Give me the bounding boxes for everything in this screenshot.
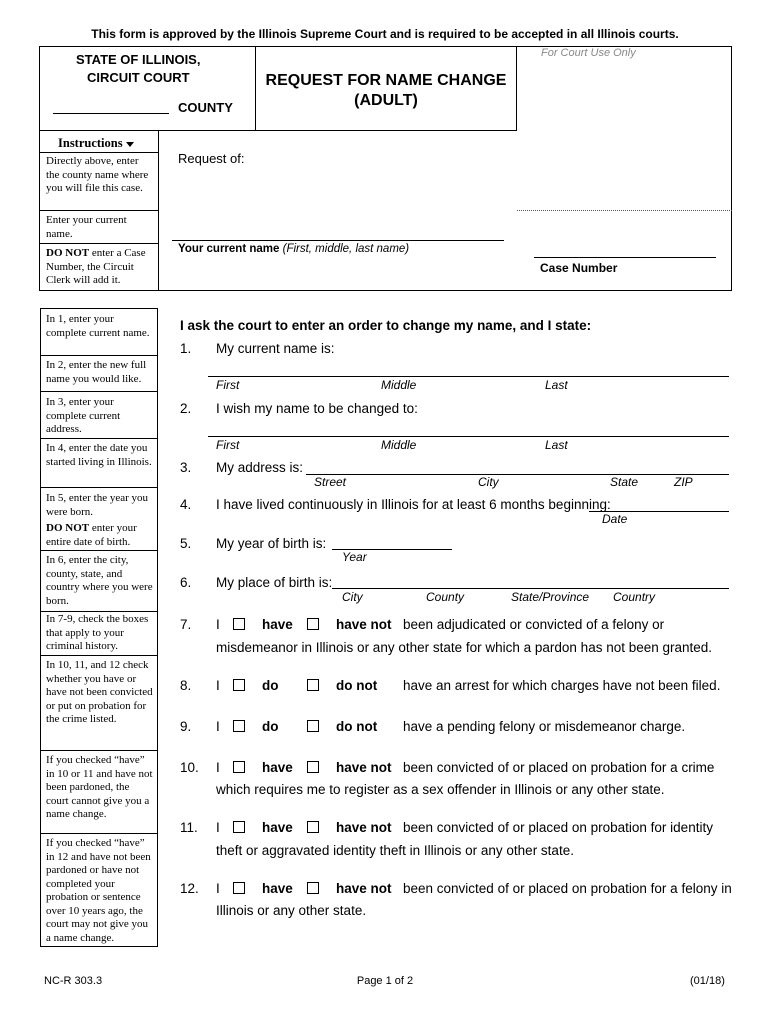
q7-i: I <box>216 617 220 632</box>
current-name-input[interactable] <box>172 223 504 241</box>
q9-do-not-label: do not <box>336 719 378 734</box>
do-not-rest: enter your <box>89 522 137 534</box>
q7-number: 7. <box>180 617 192 632</box>
q12-have-label: have <box>262 881 293 896</box>
q7-text-1: been adjudicated or convicted of a felony or <box>403 617 665 632</box>
q9-text-1: have a pending felony or misdemeanor charge. <box>403 719 686 734</box>
q2-last-label: Last <box>545 438 568 452</box>
q9-do-label: do <box>262 719 279 734</box>
instr-rule <box>40 487 158 488</box>
do-not-emphasis: DO NOT <box>46 247 90 259</box>
q8-i: I <box>216 678 220 693</box>
current-name-caption <box>178 243 409 255</box>
q11-text-1: been convicted of or placed on probation for identity <box>403 820 713 835</box>
instr-rule <box>40 210 158 211</box>
q1-last-label: Last <box>545 378 568 392</box>
do-not-rest: enter a Case <box>89 247 146 259</box>
instruction-q6: In 6, enter the city, county, state, and country where you were born. <box>46 554 153 607</box>
case-number-label: Case Number <box>540 261 618 275</box>
q8-do-not-checkbox[interactable] <box>307 679 319 691</box>
q10-have-not-checkbox[interactable] <box>307 761 319 773</box>
q11-have-not-checkbox[interactable] <box>307 821 319 833</box>
address-input[interactable] <box>306 458 729 475</box>
birth-state-label: State/Province <box>511 590 590 604</box>
case-number-instruction-rest: Number, the Circuit Clerk will add it. <box>46 260 134 286</box>
q11-have-checkbox[interactable] <box>233 821 245 833</box>
q7-have-checkbox[interactable] <box>233 618 245 630</box>
city-label: City <box>478 475 499 489</box>
court-label: CIRCUIT COURT <box>87 70 190 85</box>
q8-number: 8. <box>180 678 192 693</box>
birth-country-label: Country <box>613 590 656 604</box>
q2-number: 2. <box>180 401 192 416</box>
state-label: STATE OF ILLINOIS, <box>76 52 201 67</box>
case-number-input[interactable] <box>534 240 716 258</box>
header-bottom-rule <box>39 130 517 131</box>
q11-number: 11. <box>180 820 198 835</box>
county-label: COUNTY <box>178 100 233 115</box>
instr-rule <box>40 152 158 153</box>
birth-county-label: County <box>426 590 465 604</box>
birthplace-input[interactable] <box>332 572 729 589</box>
q11-text-2: theft or aggravated identity theft in Illinois or any other state. <box>216 843 574 858</box>
q10-have-not-label: have not <box>336 760 392 775</box>
q7-have-not-checkbox[interactable] <box>307 618 319 630</box>
q10-text-1: been convicted of or placed on probation for a crime <box>403 760 715 775</box>
form-subtitle: (ADULT) <box>354 92 418 109</box>
current-name-label: Your current name <box>178 243 280 255</box>
q6-number: 6. <box>180 575 192 590</box>
q7-text-2: misdemeanor in Illinois or any other state for which a pardon has not been granted. <box>216 640 713 655</box>
birth-city-label: City <box>342 590 363 604</box>
q12-text-2: Illinois or any other state. <box>216 903 367 918</box>
instr-rule <box>40 611 158 612</box>
request-of-label: Request of: <box>178 151 245 166</box>
q12-i: I <box>216 881 220 896</box>
q2-text: I wish my name to be changed to: <box>216 401 418 416</box>
q12-have-checkbox[interactable] <box>233 882 245 894</box>
instructions-column-rule <box>158 130 159 291</box>
instr-rule <box>40 550 158 551</box>
q7-have-label: have <box>262 617 293 632</box>
current-name-full-input[interactable] <box>208 360 729 377</box>
instr-rule <box>40 655 158 656</box>
instr-rule <box>40 438 158 439</box>
court-use-label: For Court Use Only <box>541 47 636 59</box>
page-number: Page 1 of 2 <box>356 975 414 987</box>
q11-have-label: have <box>262 820 293 835</box>
instr-rule <box>40 355 158 356</box>
instr-rule <box>40 833 158 834</box>
q10-have-checkbox[interactable] <box>233 761 245 773</box>
state-label-address: State <box>610 475 639 489</box>
q1-first-label: First <box>216 378 240 392</box>
instruction-current-name: Enter your current name. <box>46 214 127 240</box>
instruction-case-number <box>46 247 154 288</box>
instructions-heading <box>58 136 134 151</box>
q2-middle-label: Middle <box>381 438 417 452</box>
q5-number: 5. <box>180 536 192 551</box>
instruction-q7-9: In 7-9, check the boxes that apply to your criminal history. <box>46 613 149 652</box>
form-title: REQUEST FOR NAME CHANGE <box>265 72 507 89</box>
q8-text-1: have an arrest for which charges have not been filed. <box>403 678 721 693</box>
instructions-heading-text: Instructions <box>58 136 123 150</box>
q1-middle-label: Middle <box>381 378 417 392</box>
birth-year-input[interactable] <box>332 533 452 550</box>
instruction-have-10-11: If you checked “have” in 10 or 11 and have not been pardoned, the court cannot give you a name change. <box>46 754 153 820</box>
q3-text: My address is: <box>216 460 304 475</box>
do-not-emphasis: DO NOT <box>46 522 90 534</box>
q9-i: I <box>216 719 220 734</box>
q10-number: 10. <box>180 760 199 775</box>
instruction-q2: In 2, enter the new full name you would like. <box>46 359 147 385</box>
instruction-q5-rest: entire date of birth. <box>46 535 131 548</box>
q7-have-not-label: have not <box>336 617 392 632</box>
instruction-have-12: If you checked “have” in 12 and have not been pardoned or have not completed your probation or sentence over 10 years ago, the court may not give you a name change. <box>46 837 151 944</box>
q11-i: I <box>216 820 220 835</box>
q9-number: 9. <box>180 719 192 734</box>
q12-have-not-checkbox[interactable] <box>307 882 319 894</box>
instruction-q5-text: In 5, enter the year you were born. <box>46 492 149 518</box>
instruction-q4: In 4, enter the date you started living in Illinois. <box>46 442 152 468</box>
q5-text: My year of birth is: <box>216 536 327 551</box>
q9-do-checkbox[interactable] <box>233 720 245 732</box>
instruction-county: Directly above, enter the county name where you will file this case. <box>46 155 149 194</box>
residency-date-input[interactable] <box>589 495 729 512</box>
instruction-q10-12: In 10, 11, and 12 check whether you have or have not been convicted or put on probation for the crime listed. <box>46 659 153 725</box>
q8-do-label: do <box>262 678 279 693</box>
current-name-hint: (First, middle, last name) <box>282 243 410 255</box>
q8-do-not-label: do not <box>336 678 378 693</box>
q12-have-not-label: have not <box>336 881 392 896</box>
street-label: Street <box>314 475 347 489</box>
form-intro: I ask the court to enter an order to change my name, and I state: <box>180 318 592 333</box>
year-label: Year <box>342 550 367 564</box>
instr-rule <box>40 750 158 751</box>
zip-label: ZIP <box>674 475 693 489</box>
q4-text: I have lived continuously in Illinois for at least 6 months beginning: <box>216 497 611 512</box>
q10-i: I <box>216 760 220 775</box>
form-id: NC-R 303.3 <box>44 975 103 987</box>
q12-number: 12. <box>180 881 199 896</box>
q1-number: 1. <box>180 341 192 356</box>
q12-text-1: been convicted of or placed on probation for a felony in <box>403 881 732 896</box>
q9-do-not-checkbox[interactable] <box>307 720 319 732</box>
instr-rule <box>40 243 158 244</box>
date-label: Date <box>602 512 628 526</box>
q8-do-checkbox[interactable] <box>233 679 245 691</box>
instr-rule <box>40 391 158 392</box>
instruction-q3: In 3, enter your complete current address. <box>46 396 121 435</box>
county-input[interactable] <box>53 98 169 114</box>
instruction-q5 <box>46 492 154 549</box>
q10-have-label: have <box>262 760 293 775</box>
approval-notice: This form is approved by the Illinois Supreme Court and is required to be accepted in all Illinois courts. <box>91 27 679 41</box>
q11-have-not-label: have not <box>336 820 392 835</box>
instruction-q1: In 1, enter your complete current name. <box>46 313 150 339</box>
form-version: (01/18) <box>690 975 725 987</box>
q10-text-2: which requires me to register as a sex offender in Illinois or any other state. <box>216 782 665 797</box>
q2-first-label: First <box>216 438 240 452</box>
q3-number: 3. <box>180 460 192 475</box>
q6-text: My place of birth is: <box>216 575 333 590</box>
q4-number: 4. <box>180 497 192 512</box>
q1-text: My current name is: <box>216 341 335 356</box>
court-use-dotted-rule <box>517 210 732 211</box>
caret-down-icon <box>126 142 134 147</box>
new-name-input[interactable] <box>208 420 729 437</box>
